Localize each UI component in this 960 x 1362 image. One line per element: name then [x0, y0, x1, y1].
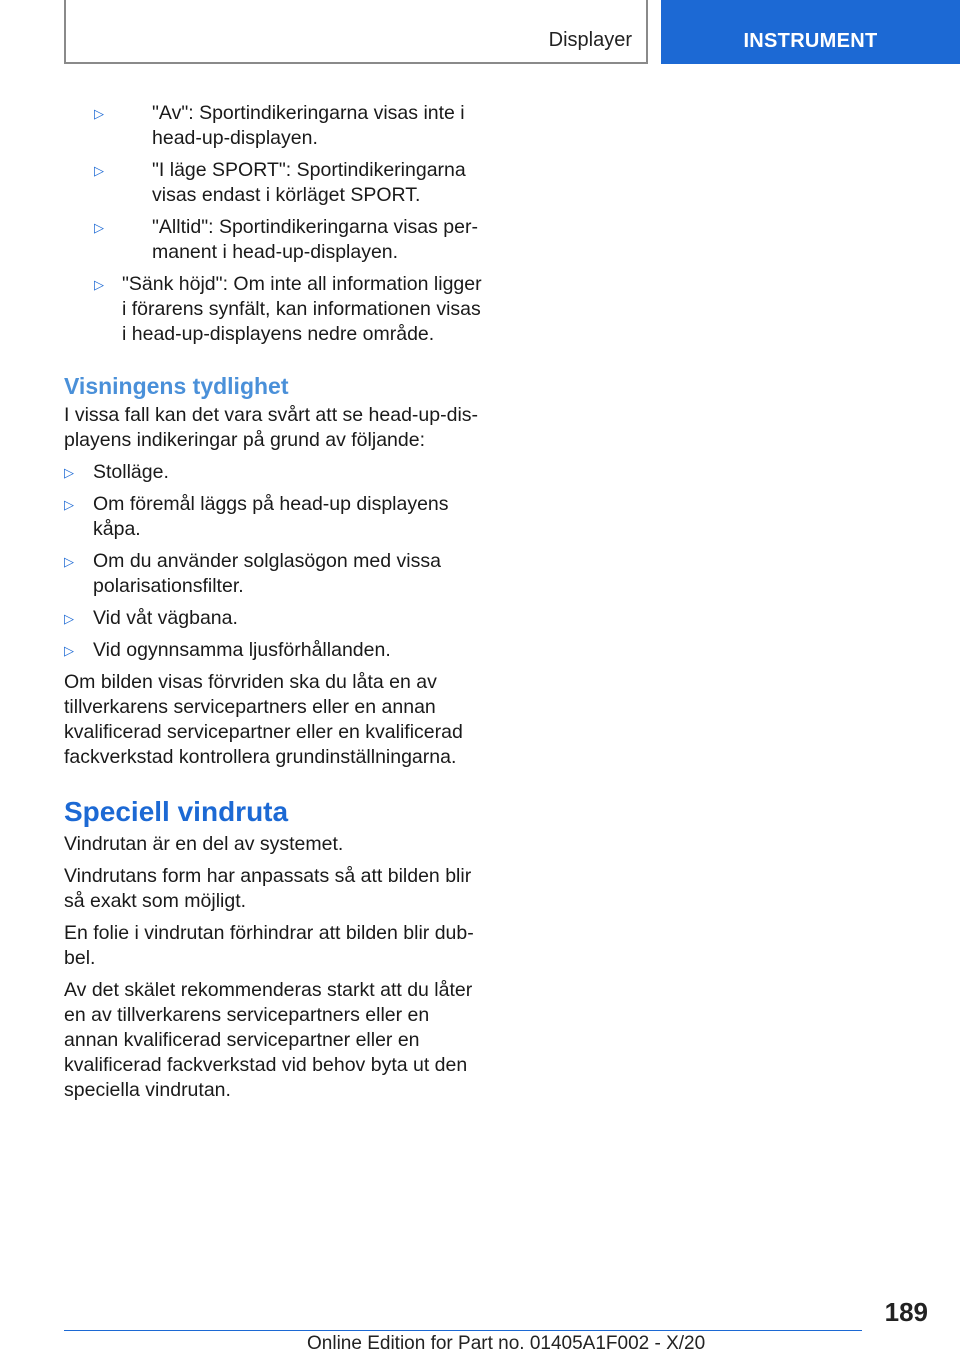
- footer-edition-text: Online Edition for Part no. 01405A1F002 - X/20: [307, 1333, 706, 1354]
- bullet-triangle-icon: ▷: [64, 643, 74, 658]
- section-heading-visibility: Visningens tydlighet: [64, 373, 289, 399]
- list-item: ▷ Stolläge.: [64, 461, 169, 483]
- paragraph: Vindrutans form har anpassats så att bilden blir så exakt som möjligt.: [64, 865, 472, 912]
- list-item: ▷ Om du använder solglasögon med vissa polarisationsfilter.: [64, 550, 441, 597]
- list-item: ▷ Om föremål läggs på head-up displayens kåpa.: [64, 493, 449, 540]
- bullet-triangle-icon: ▷: [94, 106, 104, 121]
- bullet-triangle-icon: ▷: [64, 497, 74, 512]
- bullet-triangle-icon: ▷: [94, 163, 104, 178]
- paragraph: I vissa fall kan det vara svårt att se head-up-displayens indikeringar på grund av följande:: [64, 404, 479, 451]
- footer-edition: [307, 1333, 705, 1355]
- section-heading-windshield: Speciell vindruta: [64, 796, 289, 827]
- header-chapter-title: INSTRUMENT: [743, 30, 878, 52]
- bullet-triangle-icon: ▷: [64, 554, 74, 569]
- bullet-triangle-icon: ▷: [64, 465, 74, 480]
- paragraph: En folie i vindrutan förhindrar att bilden blir dubbel.: [64, 922, 474, 969]
- bullet-triangle-icon: ▷: [64, 611, 74, 626]
- header-section-box: [64, 0, 648, 64]
- header-section-title: Displayer: [548, 29, 632, 51]
- list-item: ▷ "Alltid": Sportindikeringarna visas permanent i head-up-displayen.: [94, 216, 478, 263]
- bullet-triangle-icon: ▷: [94, 220, 104, 235]
- paragraph: Av det skälet rekommenderas starkt att du låter en av tillverkarens servicepartners eller en annan kvalificerad servicepartner eller en kvalificerad fackverkstad vid behov byta ut den speciella vindrutan.: [64, 979, 473, 1101]
- list-item: ▷ Vid ogynnsamma ljusförhållanden.: [64, 639, 391, 661]
- page-number: 189: [884, 1297, 928, 1327]
- list-item: ▷ "I läge SPORT": Sportindikeringarna visas endast i körläget SPORT.: [94, 159, 466, 206]
- list-item: ▷ "Sänk höjd": Om inte all information ligger i förarens synfält, kan informationen visas i head-up-displayens nedre område.: [94, 273, 482, 345]
- list-item: ▷ "Av": Sportindikeringarna visas inte i head-up-displayen.: [94, 102, 465, 149]
- list-item: ▷ Vid våt vägbana.: [64, 607, 238, 629]
- header-chapter-tab: [661, 0, 960, 64]
- bullet-triangle-icon: ▷: [94, 277, 104, 292]
- paragraph: Om bilden visas förvriden ska du låta en av tillverkarens servicepartners eller en annan kvalificerad servicepartner eller en kvalificerad fackverkstad kontrollera grundinställningarna.: [64, 671, 463, 768]
- footer-divider: [64, 1330, 862, 1331]
- page-content: [64, 101, 484, 1110]
- paragraph: Vindrutan är en del av systemet.: [64, 833, 344, 855]
